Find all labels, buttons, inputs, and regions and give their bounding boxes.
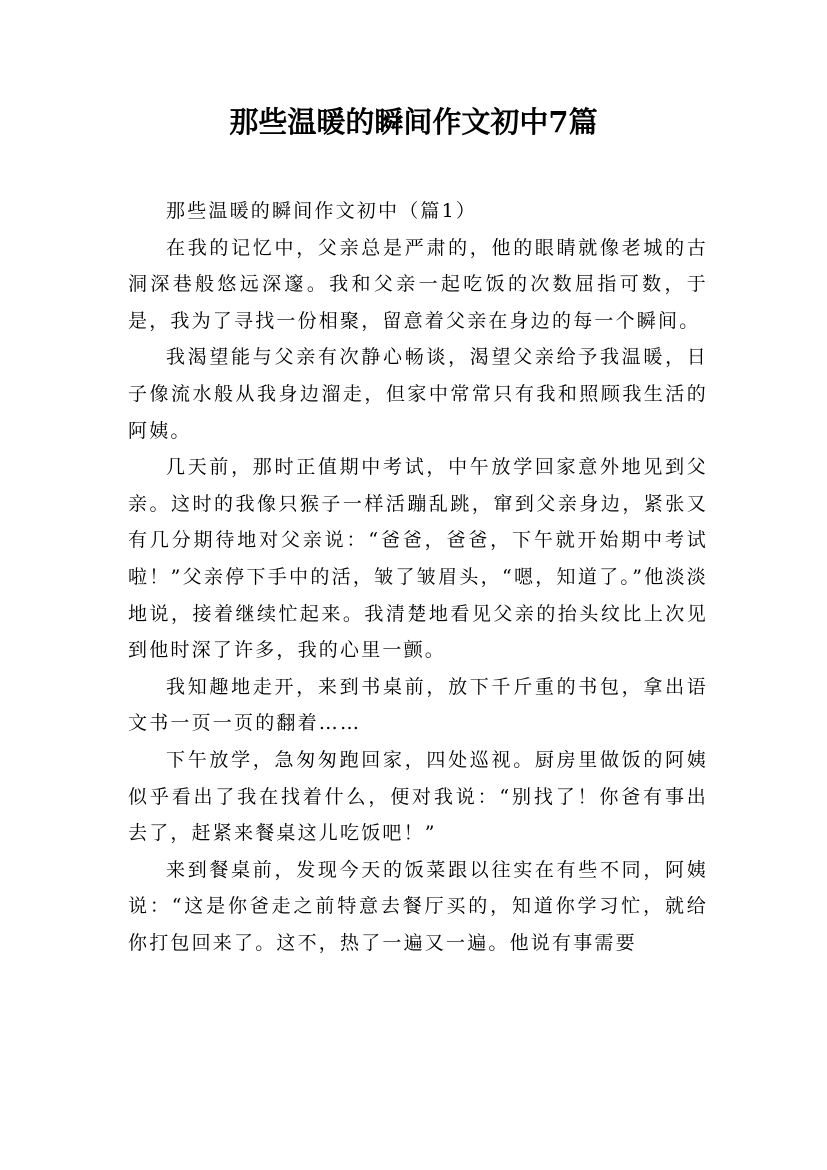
paragraph: 下午放学，急匆匆跑回家，四处巡视。厨房里做饭的阿姨似乎看出了我在找着什么，便对我说：“别找了！你爸有事出去了，赶紧来餐桌这儿吃饭吧！” (128, 748, 708, 845)
section-heading: 那些温暖的瞬间作文初中（篇1） (166, 200, 478, 222)
paragraph: 来到餐桌前，发现今天的饭菜跟以往实在有些不同，阿姨说：“这是你爸走之前特意去餐厅买的，知道你学习忙，就给你打包回来了。这不，热了一遍又一遍。他说有事需要 (128, 858, 708, 954)
paragraph: 我渴望能与父亲有次静心畅谈，渴望父亲给予我温暖，日子像流水般从我身边溜走，但家中常常只有我和照顾我生活的阿姨。 (128, 346, 708, 442)
paragraph: 我知趣地走开，来到书桌前，放下千斤重的书包，拿出语文书一页一页的翻着…… (128, 675, 708, 735)
document-body (128, 193, 708, 961)
document-title: 那些温暖的瞬间作文初中7篇 (229, 105, 598, 139)
paragraph: 在我的记忆中，父亲总是严肃的，他的眼睛就像老城的古洞深巷般悠远深邃。我和父亲一起吃饭的次数屈指可数，于是，我为了寻找一份相聚，留意着父亲在身边的每一个瞬间。 (128, 236, 708, 332)
paragraph: 几天前，那时正值期中考试，中午放学回家意外地见到父亲。这时的我像只猴子一样活蹦乱跳，窜到父亲身边，紧张又有几分期待地对父亲说：“爸爸，爸爸，下午就开始期中考试啦！”父亲停下手中的活，皱了皱眉头，“嗯，知道了。”他淡淡地说，接着继续忙起来。我清楚地看见父亲的抬头纹比上次见到他时深了许多，我的心里一颤。 (128, 456, 708, 662)
